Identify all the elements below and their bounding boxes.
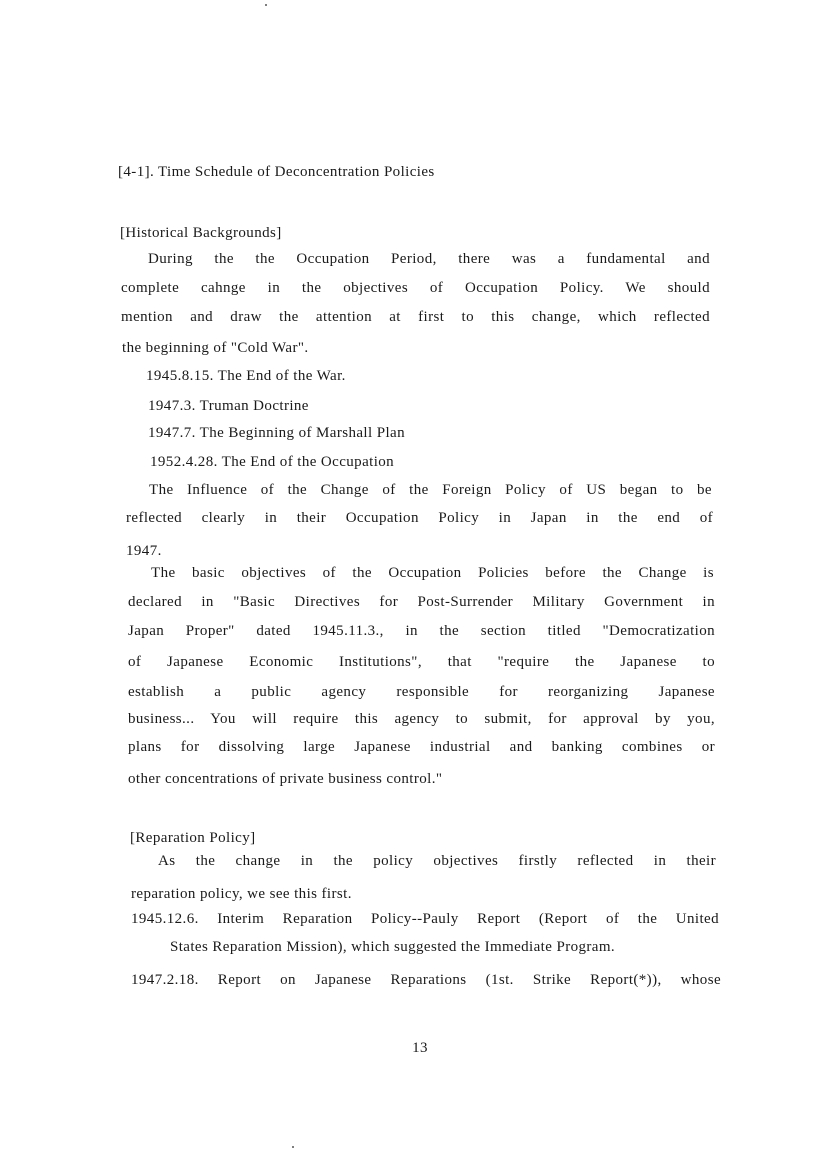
section-title: [4-1]. Time Schedule of Deconcentration Policies — [118, 164, 435, 180]
page-number: 13 — [412, 1040, 428, 1056]
reparation-heading: [Reparation Policy] — [130, 830, 256, 846]
historical-p3-line-6: business... You will require this agency to submit, for approval by you, — [128, 711, 715, 727]
historical-p3-line-1: The basic objectives of the Occupation Policies before the Change is — [151, 565, 714, 581]
timeline-item: 1945.8.15. The End of the War. — [146, 368, 346, 384]
historical-p3-line-4: of Japanese Economic Institutions", that "require the Japanese to — [128, 654, 715, 670]
timeline-item: 1947.3. Truman Doctrine — [148, 398, 309, 414]
scan-speck — [265, 4, 267, 6]
historical-p1-line-4: the beginning of "Cold War". — [122, 340, 309, 356]
historical-p2-line-1: The Influence of the Change of the Foreign Policy of US began to be — [149, 482, 712, 498]
reparation-p1-line-2: reparation policy, we see this first. — [131, 886, 352, 902]
reparation-entry: 1945.12.6. Interim Reparation Policy--Pauly Report (Report of the United — [131, 911, 719, 927]
historical-p2-line-3: 1947. — [126, 543, 162, 559]
timeline-item: 1952.4.28. The End of the Occupation — [150, 454, 395, 470]
historical-p1-line-3: mention and draw the attention at first to this change, which reflected — [121, 309, 710, 325]
historical-heading: [Historical Backgrounds] — [120, 225, 282, 241]
scan-speck — [292, 1146, 294, 1148]
reparation-entry: 1947.2.18. Report on Japanese Reparations (1st. Strike Report(*)), whose — [131, 972, 721, 988]
historical-p3-line-5: establish a public agency responsible for reorganizing Japanese — [128, 684, 715, 700]
historical-p2-line-2: reflected clearly in their Occupation Policy in Japan in the end of — [126, 510, 713, 526]
historical-p1-line-1: During the the Occupation Period, there was a fundamental and — [148, 251, 710, 267]
historical-p3-line-3: Japan Proper" dated 1945.11.3., in the section titled "Democratization — [128, 623, 715, 639]
historical-p1-line-2: complete cahnge in the objectives of Occupation Policy. We should — [121, 280, 710, 296]
timeline-item: 1947.7. The Beginning of Marshall Plan — [148, 425, 405, 441]
reparation-p1-line-1: As the change in the policy objectives firstly reflected in their — [158, 853, 716, 869]
historical-p3-line-2: declared in "Basic Directives for Post-Surrender Military Government in — [128, 594, 715, 610]
reparation-entry-continued: States Reparation Mission), which suggested the Immediate Program. — [170, 939, 616, 955]
historical-p3-line-8: other concentrations of private business control." — [128, 771, 443, 787]
historical-p3-line-7: plans for dissolving large Japanese industrial and banking combines or — [128, 739, 715, 755]
